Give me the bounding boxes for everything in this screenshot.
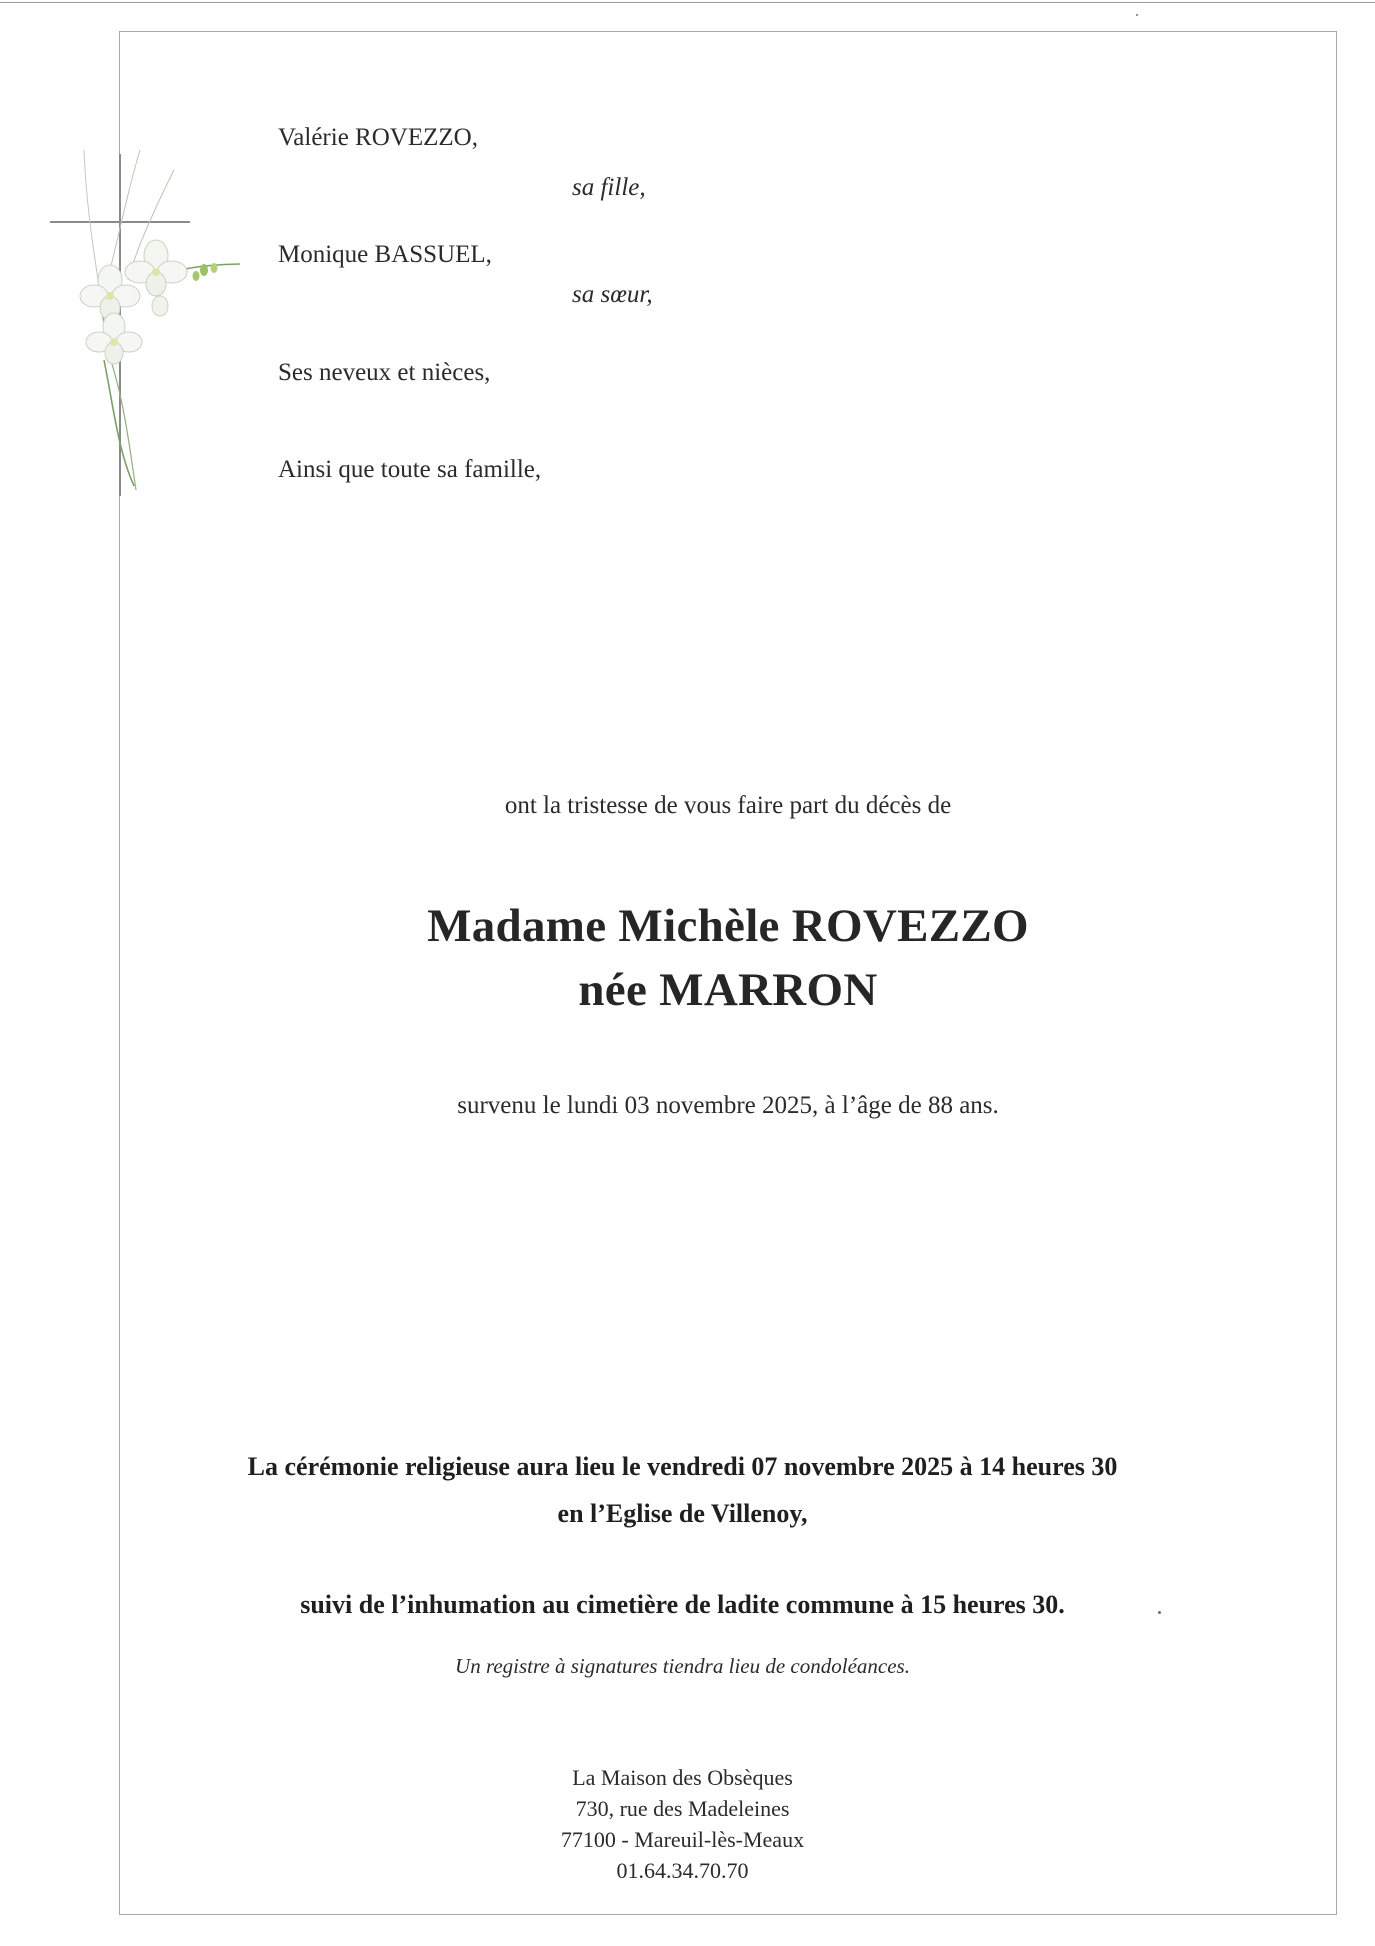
ceremony-location: en l’Eglise de Villenoy, — [557, 1499, 808, 1528]
scan-speck — [1136, 14, 1138, 16]
condolence-registry-note: Un registre à signatures tiendra lieu de condoléances. — [455, 1654, 910, 1678]
funeral-home-phone: 01.64.34.70.70 — [616, 1858, 749, 1883]
mourner-name: Valérie ROVEZZO, — [278, 124, 478, 151]
funeral-home-city: 77100 - Mareuil-lès-Meaux — [560, 1827, 805, 1852]
ceremony-line: La cérémonie religieuse aura lieu le vendredi 07 novembre 2025 à 14 heures 30 — [247, 1452, 1118, 1481]
mourner-relation: sa sœur, — [572, 281, 653, 308]
top-scan-rule — [0, 2, 1375, 3]
cross-with-orchids-icon — [44, 130, 254, 500]
mourner-name: Monique BASSUEL, — [278, 241, 492, 268]
scan-speck — [1158, 1611, 1161, 1614]
death-date-line: survenu le lundi 03 novembre 2025, à l’âge de 88 ans. — [457, 1092, 999, 1119]
mourner-name: Ses neveux et nièces, — [278, 359, 491, 386]
mourner-name: Ainsi que toute sa famille, — [278, 456, 542, 483]
burial-line: suivi de l’inhumation au cimetière de ladite commune à 15 heures 30. — [300, 1590, 1065, 1619]
funeral-home-name: La Maison des Obsèques — [572, 1765, 793, 1790]
funeral-home-street: 730, rue des Madeleines — [575, 1796, 790, 1821]
announcement-intro: ont la tristesse de vous faire part du décès de — [504, 792, 952, 819]
maiden-name: née MARRON — [578, 964, 878, 1016]
mourner-relation: sa fille, — [572, 174, 646, 201]
deceased-name: Madame Michèle ROVEZZO — [427, 900, 1029, 952]
